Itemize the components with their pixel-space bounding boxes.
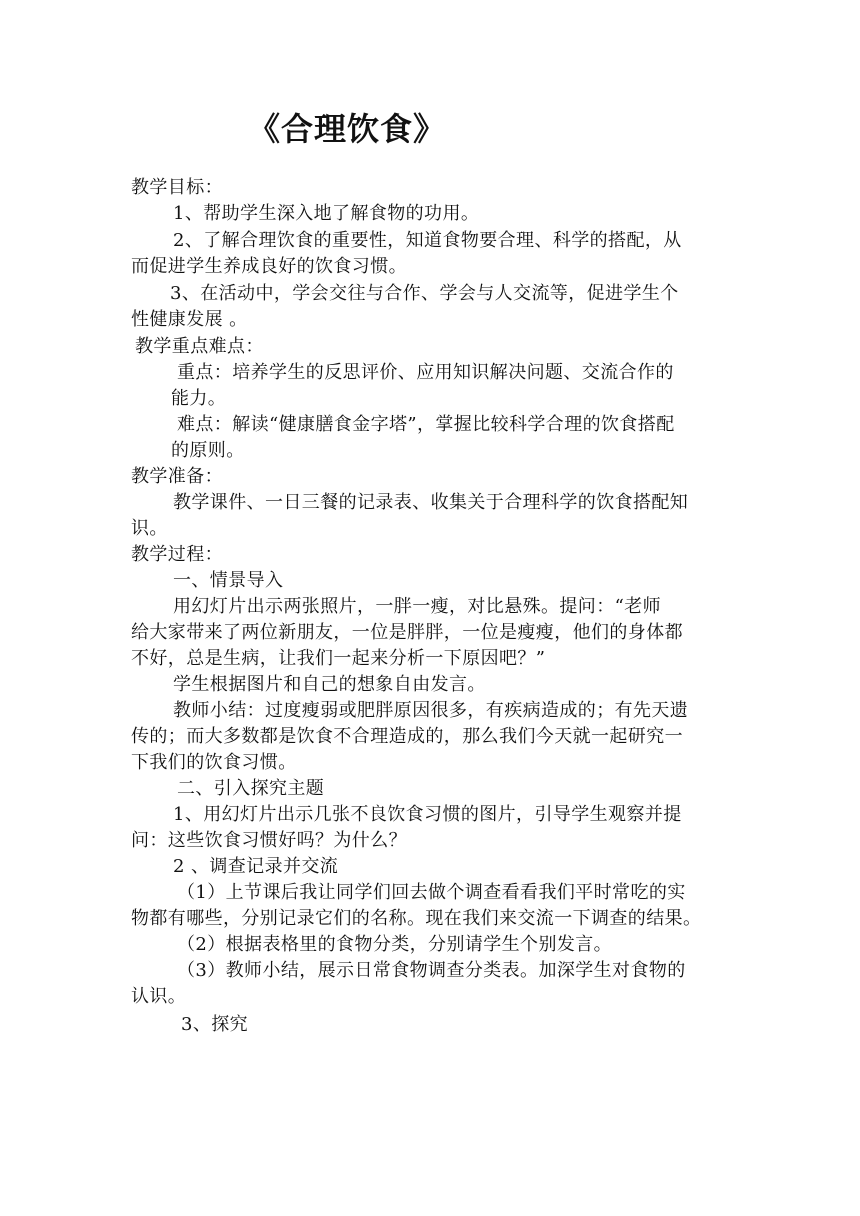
section-2-heading: 二、引入探究主题 — [177, 778, 325, 799]
objective-item-2-line-2: 而促进学生养成良好的饮食习惯。 — [131, 256, 407, 277]
objectives-heading: 教学目标： — [131, 177, 223, 198]
key-point-line-2: 能力。 — [171, 388, 227, 409]
survey-step-3-line-1: （3）教师小结，展示日常食物调查分类表。加深学生对食物的 — [177, 960, 686, 981]
paragraph-3-line-3: 下我们的饮食习惯。 — [131, 752, 297, 773]
objective-item-1: 1、帮助学生深入地了解食物的功用。 — [173, 203, 480, 224]
paragraph-1-line-1: 用幻灯片出示两张照片，一胖一瘦，对比悬殊。提问：“老师 — [173, 596, 661, 617]
objective-item-2-line-1: 2、了解合理饮食的重要性，知道食物要合理、科学的搭配，从 — [173, 230, 682, 251]
preparation-line-2: 识。 — [131, 518, 168, 539]
paragraph-3-line-1: 教师小结：过度瘦弱或肥胖原因很多，有疾病造成的；有先天遗 — [173, 700, 689, 721]
paragraph-1-line-2: 给大家带来了两位新朋友，一位是胖胖，一位是瘦瘦，他们的身体都 — [131, 622, 683, 643]
section-2-item-3: 3、探究 — [181, 1014, 249, 1035]
difficult-point-line-1: 难点：解读“健康膳食金字塔”，掌握比较科学合理的饮食搭配 — [177, 414, 675, 435]
objective-item-3-line-1: 3、在活动中，学会交往与合作、学会与人交流等，促进学生个 — [170, 283, 679, 304]
survey-step-1-line-1: （1）上节课后我让同学们回去做个调查看看我们平时常吃的实 — [177, 882, 686, 903]
preparation-heading: 教学准备： — [131, 466, 223, 487]
key-point-line-1: 重点：培养学生的反思评价、应用知识解决问题、交流合作的 — [177, 362, 674, 383]
section-2-item-1-line-1: 1、用幻灯片出示几张不良饮食习惯的图片，引导学生观察并提 — [173, 804, 682, 825]
survey-step-3-line-2: 认识。 — [131, 986, 187, 1007]
section-2-item-1-line-2: 问：这些饮食习惯好吗？为什么？ — [131, 830, 407, 851]
key-points-heading: 教学重点难点： — [135, 336, 264, 357]
difficult-point-line-2: 的原则。 — [171, 440, 245, 461]
process-heading: 教学过程： — [131, 544, 223, 565]
paragraph-2: 学生根据图片和自己的想象自由发言。 — [173, 674, 486, 695]
objective-item-3-line-2: 性健康发展 。 — [131, 309, 248, 330]
preparation-line-1: 教学课件、一日三餐的记录表、收集关于合理科学的饮食搭配知 — [173, 492, 689, 513]
paragraph-1-line-3: 不好，总是生病，让我们一起来分析一下原因吧？” — [131, 648, 546, 669]
section-1-heading: 一、情景导入 — [173, 570, 284, 591]
survey-step-2: （2）根据表格里的食物分类，分别请学生个别发言。 — [177, 934, 613, 955]
paragraph-3-line-2: 传的；而大多数都是饮食不合理造成的，那么我们今天就一起研究一 — [131, 726, 683, 747]
survey-step-1-line-2: 物都有哪些，分别记录它们的名称。现在我们来交流一下调查的结果。 — [131, 908, 702, 929]
document-title: 《合理饮食》 — [248, 110, 447, 148]
section-2-item-2-heading: 2 、调查记录并交流 — [173, 856, 339, 877]
